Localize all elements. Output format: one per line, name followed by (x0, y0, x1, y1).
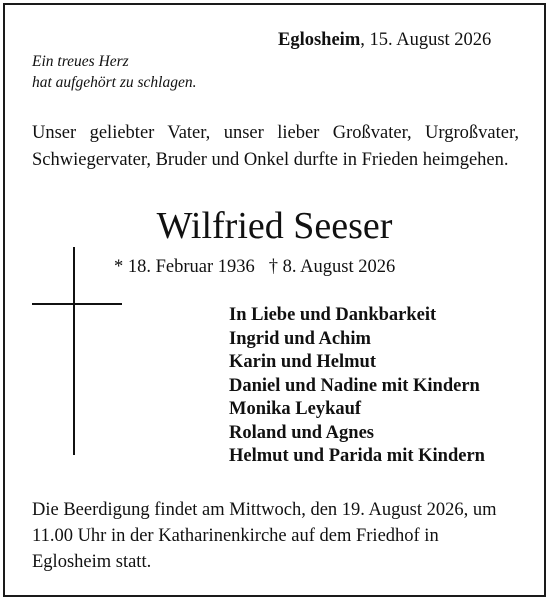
intro-text: Unser geliebter Vater, unser lieber Großvater, Urgroßvater, Schwiegervater, Bruder und Onkel durfte in Frieden heimgehen. (32, 123, 519, 170)
death-date: † 8. August 2026 (268, 257, 396, 277)
mourner-line: Monika Leykauf (229, 399, 362, 419)
mourner-line: Roland und Agnes (229, 422, 374, 443)
mourner-line: Daniel und Nadine mit Kindern (229, 375, 480, 396)
birth-date: * 18. Februar 1936 (114, 257, 255, 277)
place: Eglosheim (278, 30, 361, 50)
mourners-list (229, 304, 485, 469)
motto-line-2: hat aufgehört zu schlagen. (32, 74, 197, 91)
cross-icon-bar (32, 303, 122, 305)
motto-line-1: Ein treues Herz (32, 53, 129, 70)
place-date-line (278, 30, 491, 51)
life-dates (114, 257, 395, 278)
mourner-line: Helmut und Parida mit Kindern (229, 446, 485, 466)
mourner-line: In Liebe und Dankbarkeit (229, 305, 437, 325)
cross-icon (73, 247, 75, 455)
motto (32, 51, 196, 93)
funeral-info: Die Beerdigung findet am Mittwoch, den 19. August 2026, um 11.00 Uhr in der Katharinenkirche auf dem Friedhof in Eglosheim statt. (32, 500, 497, 572)
mourner-line: Ingrid und Achim (229, 328, 371, 349)
deceased-name: Wilfried Seeser (156, 205, 393, 247)
mourner-line: Karin und Helmut (229, 352, 376, 372)
date: , 15. August 2026 (360, 30, 492, 50)
